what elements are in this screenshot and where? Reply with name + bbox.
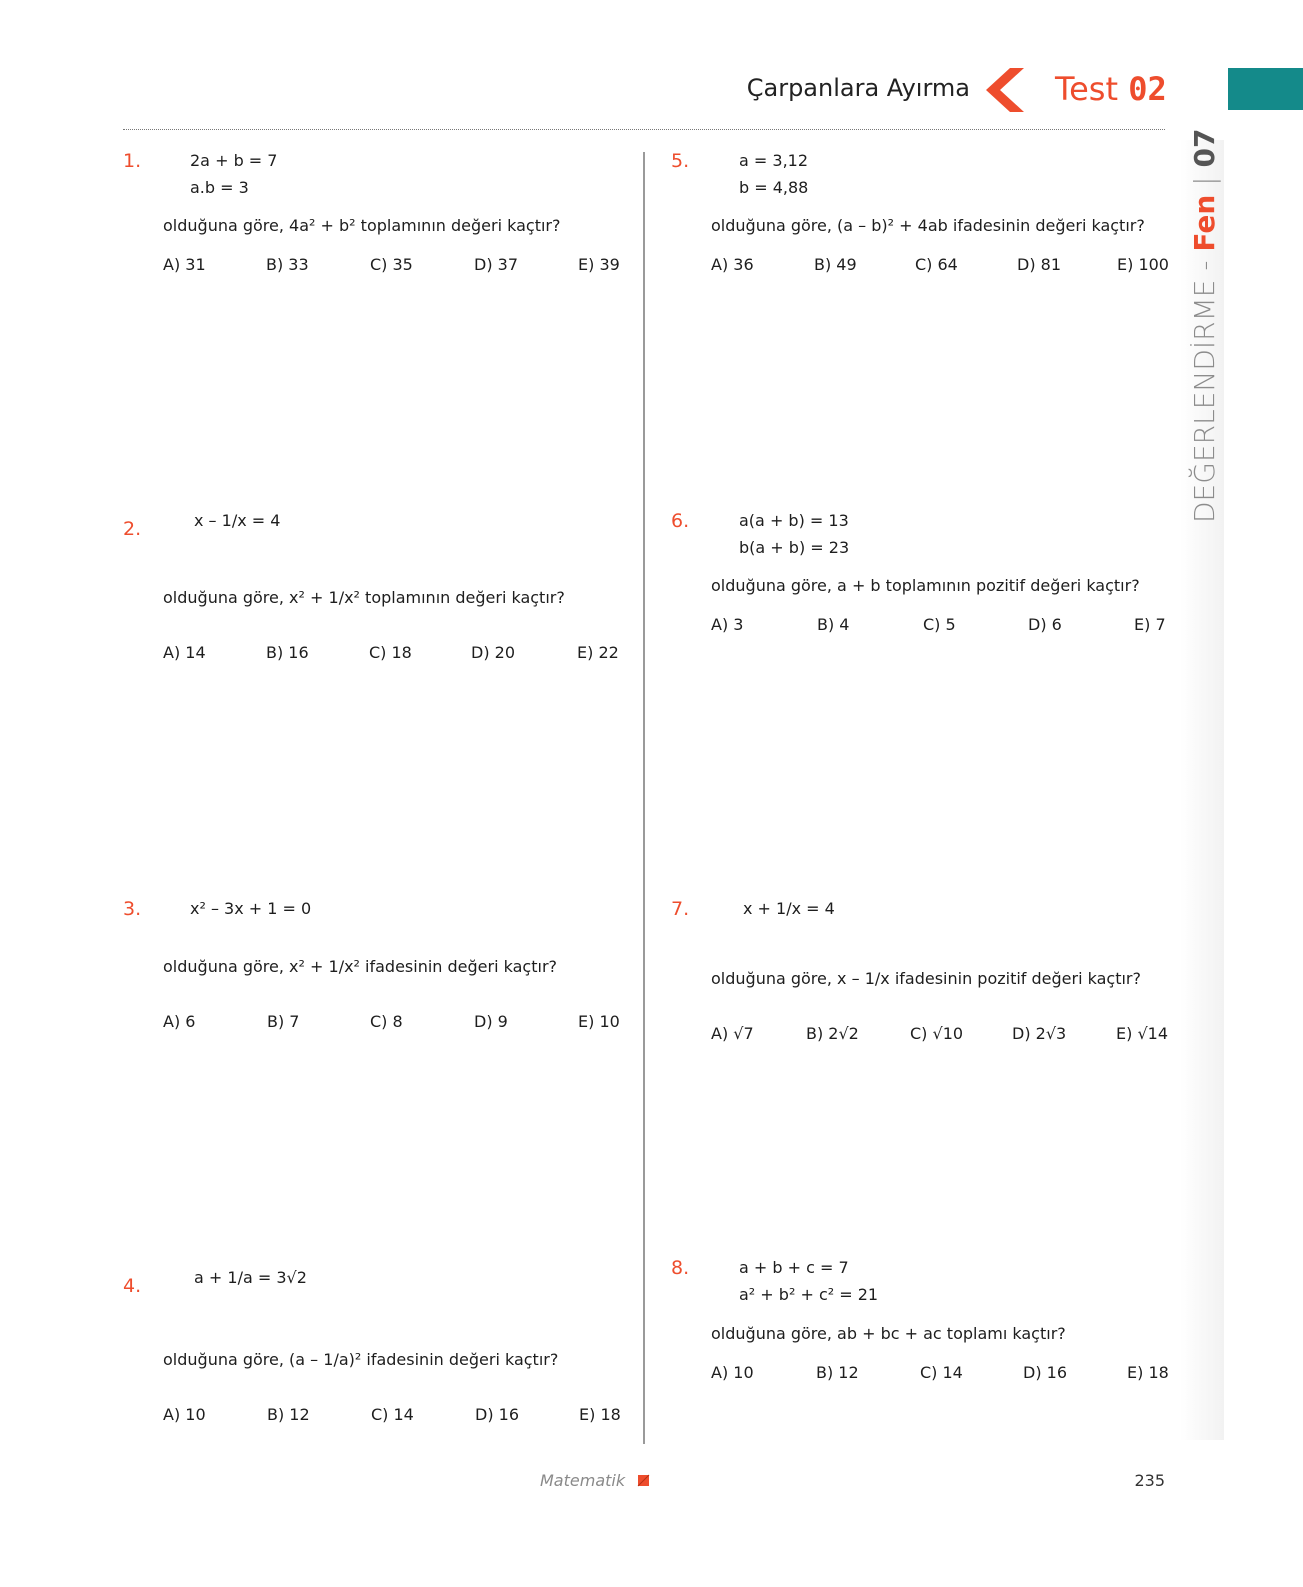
answer-option[interactable]: C) 14 <box>920 1363 963 1382</box>
answer-option[interactable]: D) 9 <box>474 1012 508 1031</box>
answer-option[interactable]: D) 16 <box>475 1405 520 1424</box>
answer-option[interactable]: D) 37 <box>474 255 519 274</box>
answer-option[interactable]: A) 36 <box>711 255 754 274</box>
answer-option[interactable]: B) 12 <box>816 1363 859 1382</box>
answer-option[interactable]: D) 6 <box>1028 615 1062 634</box>
answer-option[interactable]: D) 20 <box>471 643 516 662</box>
given-line: x – 1/x = 4 <box>194 511 281 530</box>
answer-option[interactable]: C) 5 <box>923 615 956 634</box>
page-number: 235 <box>1134 1471 1165 1490</box>
answer-option[interactable]: B) 12 <box>267 1405 310 1424</box>
answer-option[interactable]: E) 22 <box>577 643 619 662</box>
question-number: 1. <box>123 150 142 172</box>
answer-option[interactable]: E) 39 <box>578 255 620 274</box>
question-number: 4. <box>123 1275 142 1297</box>
question-number: 5. <box>671 150 690 172</box>
answer-option[interactable]: B) 33 <box>266 255 309 274</box>
answer-option[interactable]: B) 4 <box>817 615 850 634</box>
question-stem: olduğuna göre, x² + 1/x² ifadesinin değeri kaçtır? <box>163 957 558 976</box>
given-line: x + 1/x = 4 <box>743 899 835 918</box>
question-stem: olduğuna göre, x – 1/x ifadesinin pozitif değeri kaçtır? <box>711 969 1141 988</box>
answer-option[interactable]: E) √14 <box>1116 1024 1168 1043</box>
given-line: a² + b² + c² = 21 <box>739 1285 879 1304</box>
answer-option[interactable]: A) 10 <box>711 1363 754 1382</box>
answer-option[interactable]: C) √10 <box>910 1024 964 1043</box>
answer-option[interactable]: B) 16 <box>266 643 309 662</box>
answer-option[interactable]: B) 49 <box>814 255 857 274</box>
answer-option[interactable]: A) 6 <box>163 1012 196 1031</box>
chevron-left-icon <box>984 68 1024 112</box>
answer-option[interactable]: C) 64 <box>915 255 958 274</box>
answer-option[interactable]: A) 14 <box>163 643 206 662</box>
question-number: 3. <box>123 898 142 920</box>
answer-option[interactable]: D) 2√3 <box>1012 1024 1067 1043</box>
given-line: b = 4,88 <box>739 178 809 197</box>
answer-option[interactable]: D) 81 <box>1017 255 1062 274</box>
square-bullet-icon <box>638 1475 649 1486</box>
sidebar-vertical-label <box>1186 128 1222 525</box>
header-topic: Çarpanlara Ayırma <box>746 74 970 102</box>
svg-text:DEĞERLENDİRME - Fen | 07 <box>1187 129 1221 523</box>
answer-option[interactable]: B) 2√2 <box>806 1024 859 1043</box>
question-number: 7. <box>671 898 690 920</box>
answer-option[interactable]: B) 7 <box>267 1012 300 1031</box>
question-number: 6. <box>671 510 690 532</box>
given-line: a + b + c = 7 <box>739 1258 849 1277</box>
answer-option[interactable]: E) 18 <box>579 1405 621 1424</box>
question-number: 8. <box>671 1257 690 1279</box>
sidebar-text: DEĞERLENDİRME - <box>1188 251 1221 523</box>
answer-option[interactable]: C) 35 <box>370 255 413 274</box>
given-line: a(a + b) = 13 <box>739 511 849 530</box>
column-divider <box>643 152 645 1444</box>
test-number: 02 <box>1128 70 1167 108</box>
sidebar-brand: Fen <box>1188 194 1221 252</box>
question-stem: olduğuna göre, (a – 1/a)² ifadesinin değeri kaçtır? <box>163 1350 559 1369</box>
answer-option[interactable]: E) 18 <box>1127 1363 1169 1382</box>
test-title <box>1055 70 1167 108</box>
answer-option[interactable]: E) 7 <box>1134 615 1166 634</box>
answer-option[interactable]: C) 18 <box>369 643 412 662</box>
given-line: b(a + b) = 23 <box>739 538 850 557</box>
chapter-tab <box>1228 68 1303 110</box>
answer-option[interactable]: C) 14 <box>371 1405 414 1424</box>
answer-option[interactable]: A) 3 <box>711 615 744 634</box>
answer-option[interactable]: A) √7 <box>711 1024 754 1043</box>
question-stem: olduğuna göre, a + b toplamının pozitif değeri kaçtır? <box>711 576 1140 595</box>
sidebar-number: 07 <box>1188 128 1221 168</box>
given-line: a = 3,12 <box>739 151 809 170</box>
answer-option[interactable]: A) 10 <box>163 1405 206 1424</box>
test-word: Test <box>1055 70 1119 108</box>
question-stem: olduğuna göre, x² + 1/x² toplamının değeri kaçtır? <box>163 588 565 607</box>
given-line: x² – 3x + 1 = 0 <box>190 899 312 918</box>
answer-option[interactable]: A) 31 <box>163 255 206 274</box>
given-line: a + 1/a = 3√2 <box>194 1268 307 1287</box>
answer-option[interactable]: C) 8 <box>370 1012 403 1031</box>
given-line: 2a + b = 7 <box>190 151 278 170</box>
given-line: a.b = 3 <box>190 178 249 197</box>
question-stem: olduğuna göre, 4a² + b² toplamının değeri kaçtır? <box>163 216 561 235</box>
answer-option[interactable]: E) 100 <box>1117 255 1169 274</box>
question-number: 2. <box>123 518 142 540</box>
footer-subject: Matematik <box>540 1471 626 1490</box>
answer-option[interactable]: E) 10 <box>578 1012 620 1031</box>
question-stem: olduğuna göre, ab + bc + ac toplamı kaçtır? <box>711 1324 1066 1343</box>
question-stem: olduğuna göre, (a – b)² + 4ab ifadesinin değeri kaçtır? <box>711 216 1145 235</box>
answer-option[interactable]: D) 16 <box>1023 1363 1068 1382</box>
sidebar-separator: | <box>1188 167 1221 195</box>
header-divider <box>123 129 1165 130</box>
